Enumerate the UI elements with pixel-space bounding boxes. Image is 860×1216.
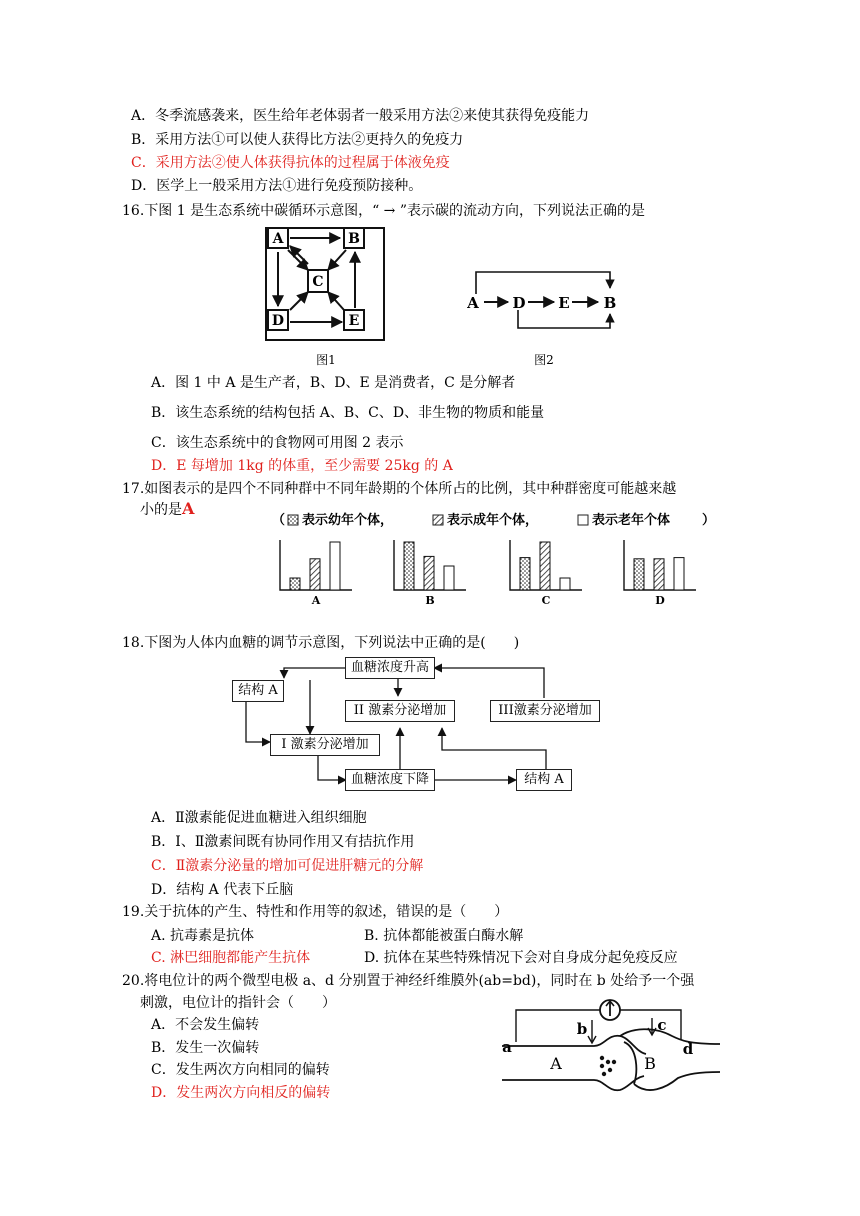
fig2-node-a: A <box>467 294 479 312</box>
fig2-node-e: E <box>558 294 570 312</box>
q16-option-d: D．E 每增加 1kg 的体重，至少需要 25kg 的 A <box>151 458 453 474</box>
legend-adult: 表示成年个体， <box>447 513 539 528</box>
bar-A-series-2 <box>330 542 340 590</box>
box-glucose-down: 血糖浓度下降 <box>345 769 435 791</box>
age-chart-label-A: A <box>311 594 321 607</box>
fig1-node-b: B <box>348 231 360 247</box>
q20-option-b: B．发生一次偏转 <box>151 1040 260 1056</box>
fig2-node-d: D <box>512 294 526 312</box>
bar-D-series-0 <box>634 559 644 590</box>
q20-stem-line1: 20.将电位计的两个微型电极 a、d 分别置于神经纤维膜外(ab=bd)，同时在 b 处给予一个强 <box>122 973 695 989</box>
q16-figure-1 <box>262 224 392 368</box>
legend-close-paren: ） <box>702 513 716 528</box>
bar-A-series-0 <box>290 578 300 590</box>
box-structure-a-top: 结构 A <box>232 680 284 702</box>
bar-B-series-2 <box>444 566 454 590</box>
box-glucose-up: 血糖浓度升高 <box>345 657 435 679</box>
q15-option-d: D．医学上一般采用方法①进行免疫预防接种。 <box>131 178 423 194</box>
q15-option-c: C．采用方法②使人体获得抗体的过程属于体液免疫 <box>131 155 450 171</box>
q16-stem: 16.下图 1 是生态系统中碳循环示意图，“ → ”表示碳的流动方向，下列说法正确的是 <box>122 203 646 219</box>
q19-option-c: C. 淋巴细胞都能产生抗体 <box>151 950 311 966</box>
q15-option-a: A．冬季流感袭来，医生给年老体弱者一般采用方法②来使其获得免疫能力 <box>131 108 590 124</box>
q19-option-d: D. 抗体在某些特殊情况下会对自身成分起免疫反应 <box>364 950 678 966</box>
legend-swatch-old <box>578 515 588 525</box>
label-b: b <box>576 1020 588 1038</box>
legend-swatch-adult <box>433 515 443 525</box>
label-c: c <box>657 1016 667 1034</box>
box-structure-a-bottom: 结构 A <box>516 769 572 791</box>
age-chart-label-D: D <box>655 594 665 607</box>
q19-stem: 19.关于抗体的产生、特性和作用等的叙述，错误的是（ ） <box>122 904 509 920</box>
fig1-node-d: D <box>271 313 285 329</box>
q20-option-a: A．不会发生偏转 <box>151 1017 260 1033</box>
legend-open-paren: （ <box>272 513 286 528</box>
q17-stem-line1: 17.如图表示的是四个不同种群中不同年龄期的个体所占的比例，其中种群密度可能越来越 <box>122 481 677 497</box>
bar-C-series-0 <box>520 558 530 590</box>
label-a: a <box>502 1038 512 1056</box>
q15-option-b: B．采用方法①可以使人获得比方法②更持久的免疫力 <box>131 132 464 148</box>
fig1-node-e: E <box>348 313 360 329</box>
q17-age-structure-chart <box>268 510 728 610</box>
bar-D-series-1 <box>654 559 664 590</box>
bar-A-series-1 <box>310 559 320 590</box>
age-chart-label-C: C <box>541 594 551 607</box>
fig1-node-c: C <box>312 274 324 290</box>
q20-option-c: C．发生两次方向相同的偏转 <box>151 1062 330 1078</box>
age-chart-label-B: B <box>425 594 435 607</box>
q17-answer: A <box>182 499 195 518</box>
box-hormone-i: I 激素分泌增加 <box>270 734 380 756</box>
label-cap-b: B <box>644 1054 656 1073</box>
bar-D-series-2 <box>674 558 684 590</box>
q16-option-c: C．该生态系统中的食物网可用图 2 表示 <box>151 435 404 451</box>
bar-C-series-2 <box>560 578 570 590</box>
q17-stem-line2: 小的是A <box>140 499 195 518</box>
legend-young: 表示幼年个体， <box>302 513 394 528</box>
fig2-node-b: B <box>603 294 617 312</box>
q18-option-a: A．Ⅱ激素能促进血糖进入组织细胞 <box>151 810 367 826</box>
fig1-caption: 图1 <box>316 353 336 367</box>
bar-C-series-1 <box>540 542 550 590</box>
q20-option-d: D．发生两次方向相反的偏转 <box>151 1085 331 1101</box>
fig1-node-a: A <box>272 231 284 247</box>
box-hormone-ii: II 激素分泌增加 <box>345 700 455 722</box>
q18-option-b: B．Ⅰ、Ⅱ激素间既有协同作用又有拮抗作用 <box>151 834 415 850</box>
box-hormone-iii: III激素分泌增加 <box>490 700 600 722</box>
q16-option-b: B．该生态系统的结构包括 A、B、C、D、非生物的物质和能量 <box>151 405 545 421</box>
q16-option-a: A．图 1 中 A 是生产者，B、D、E 是消费者，C 是分解者 <box>151 375 516 391</box>
q20-stem-line2: 刺激，电位计的指针会（ ） <box>140 995 336 1011</box>
legend-swatch-young <box>288 515 298 525</box>
q18-stem: 18.下图为人体内血糖的调节示意图，下列说法中正确的是( ) <box>122 635 520 651</box>
q18-option-c: C．Ⅱ激素分泌量的增加可促进肝糖元的分解 <box>151 858 424 874</box>
q19-option-b: B. 抗体都能被蛋白酶水解 <box>364 928 524 944</box>
q19-option-a: A. 抗毒素是抗体 <box>151 928 255 944</box>
q20-nerve-diagram <box>498 996 724 1106</box>
label-d: d <box>682 1040 694 1058</box>
bar-B-series-1 <box>424 556 434 590</box>
q18-option-d: D．结构 A 代表下丘脑 <box>151 882 294 898</box>
bar-B-series-0 <box>404 542 414 590</box>
fig2-caption: 图2 <box>534 353 554 367</box>
q16-figure-2 <box>460 266 620 368</box>
label-cap-a: A <box>550 1054 562 1073</box>
legend-old: 表示老年个体 <box>592 513 671 528</box>
